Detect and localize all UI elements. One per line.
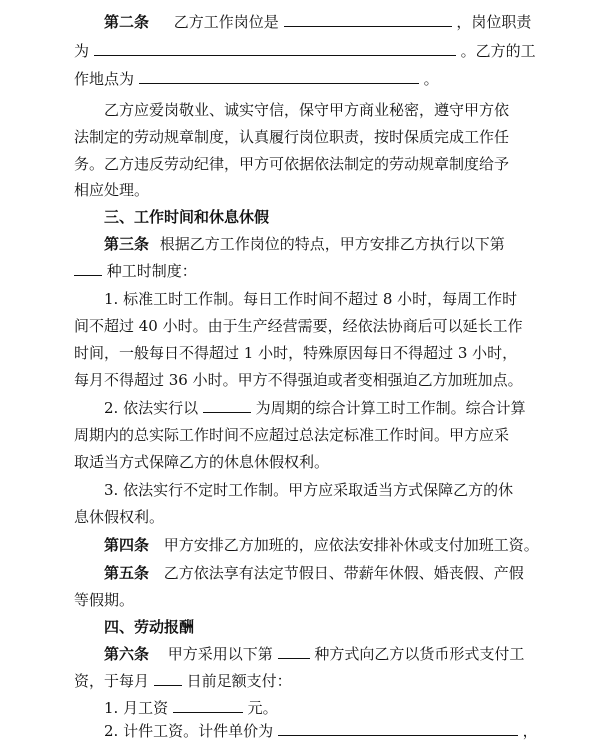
clause3-text: 种工时制度： [106,262,197,280]
job-position-blank [284,9,452,27]
clause6-line2 [0,668,608,694]
pay-day-blank [154,668,182,686]
clause2-text-e: 作地点为 [74,70,135,88]
clause2-line3 [0,66,608,92]
duties-text: 相应处理。 [74,181,150,199]
piece-rate-tail: ， [522,722,538,740]
pay2-line [0,718,608,744]
clause4-line [0,532,608,558]
item3-text: 息休假权利。 [74,508,165,526]
clause5-line1 [0,560,608,586]
duties-text: 法制定的劳动规章制度，认真履行岗位职责，按时保质完成工作任 [74,128,510,146]
clause2-text-f: 。 [423,70,439,88]
clause5-label: 第五条 [104,564,150,582]
item2-line1 [0,395,608,421]
monthly-wage-unit: 元。 [247,699,278,717]
clause2-line2 [0,38,608,64]
clause6-label: 第六条 [104,645,150,663]
duties-line3 [0,151,608,177]
clause3-label: 第三条 [104,235,150,253]
item1-text: 间不超过 40 小时。由于生产经营需要，经依法协商后可以延长工作 [74,317,523,335]
clause2-text-c: 为 [74,42,90,60]
item1-line1 [0,286,608,312]
job-duty-blank [94,38,456,56]
clause2-label: 第二条 [104,13,150,31]
duties-text: 务。乙方违反劳动纪律，甲方可依据依法制定的劳动规章制度给予 [74,155,510,173]
item1-line2 [0,313,608,339]
section4-title: 四、劳动报酬 [104,618,195,636]
monthly-wage-text: 1. 月工资 [104,699,169,717]
item2-text: 2. 依法实行以 [104,399,199,417]
section3-title-line [0,204,608,230]
duties-line1 [0,97,608,123]
item1-text: 每月不得超过 36 小时。甲方不得强迫或者变相强迫乙方加班加点。 [74,371,523,389]
item1-line3 [0,340,608,366]
clause6-text: 资，于每月 [74,672,150,690]
clause4-text: 甲方安排乙方加班的，应依法安排补休或支付加班工资。 [163,536,539,554]
duties-line2 [0,124,608,150]
clause5-text: 乙方依法享有法定节假日、带薪年休假、婚丧假、产假 [163,564,524,582]
item1-text: 时间，一般每日不得超过 1 小时，特殊原因每日不得超过 3 小时， [74,344,518,362]
item2-text: 取适当方式保障乙方的休息休假权利。 [74,453,330,471]
section4-title-line [0,614,608,640]
item1-line4 [0,367,608,393]
item3-text: 3. 依法实行不定时工作制。甲方应采取适当方式保障乙方的休 [104,481,514,499]
payment-method-blank [278,641,310,659]
clause3-text: 根据乙方工作岗位的特点，甲方安排乙方执行以下第 [159,235,505,253]
item2-line3 [0,449,608,475]
clause2-text-b: ，岗位职责 [456,13,532,31]
section3-title: 三、工作时间和休息休假 [104,208,270,226]
hours-system-blank [74,258,102,276]
duties-text: 乙方应爱岗敬业、诚实守信，保守甲方商业秘密，遵守甲方依 [104,101,510,119]
work-location-blank [139,66,419,84]
clause3-line1 [0,231,608,257]
clause2-text-d: 。乙方的工 [460,42,536,60]
piece-rate-text: 2. 计件工资。计件单价为 [104,722,274,740]
piece-rate-blank [278,718,518,736]
clause5-text: 等假期。 [74,591,135,609]
item2-line2 [0,422,608,448]
item2-text: 周期内的总实际工作时间不应超过总法定标准工作时间。甲方应采 [74,426,510,444]
clause5-line2 [0,587,608,613]
cycle-period-blank [203,395,251,413]
item1-text: 1. 标准工时工作制。每日工作时间不超过 8 小时，每周工作时 [104,290,518,308]
clause2-line1 [0,9,608,35]
item3-line1 [0,477,608,503]
clause4-label: 第四条 [104,536,150,554]
clause6-text: 甲方采用以下第 [167,645,273,663]
clause6-line1 [0,641,608,667]
duties-line4 [0,177,608,203]
clause6-text: 日前足额支付： [186,672,292,690]
clause2-text-a: 乙方工作岗位是 [173,13,279,31]
item2-text: 为周期的综合计算工时工作制。综合计算 [255,399,526,417]
monthly-wage-blank [173,695,243,713]
clause3-line2 [0,258,608,284]
item3-line2 [0,504,608,530]
clause6-text: 种方式向乙方以货币形式支付工 [314,645,525,663]
